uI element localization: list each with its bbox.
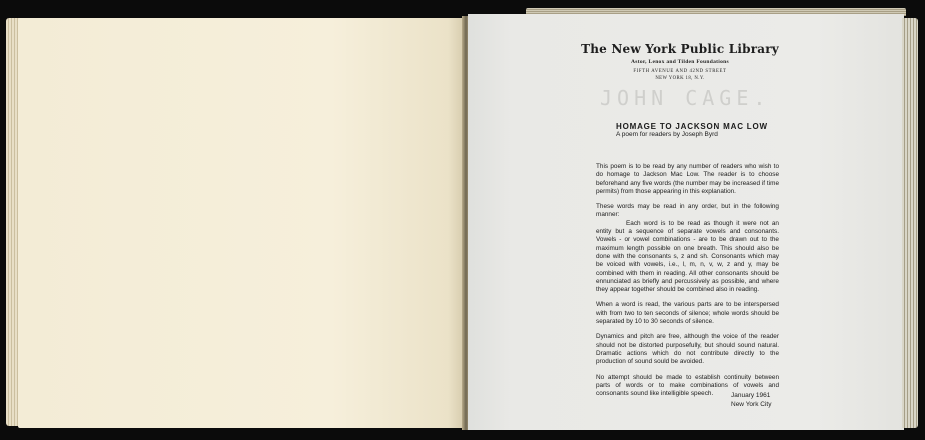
paragraph: This poem is to be read by any number of readers who wish to do homage to Jackson Mac Low. The reader is to choose beforehand any five words (the number may be increased if time permits) from those appearing in this explanation.: [596, 163, 779, 195]
paragraph: No attempt should be made to establish continuity between parts of words or to make combinations of vowels and consonants sound like intelligible speech.: [596, 373, 779, 398]
left-blank-page: [18, 18, 466, 428]
date: January 1961: [731, 392, 771, 399]
letterhead-city: NEW YORK 18, N.Y.: [655, 76, 705, 81]
right-page-edges: [902, 18, 918, 428]
place: New York City: [731, 400, 772, 408]
paragraph: Each word is to be read as though it were not an entity but a sequence of separate vowels and consonants. Vowels - or vowel combinations - are to be drawn out to the maximum length possible on one breath. This should also be done with the consonants s, z and sh. Consonants which may be voiced with vowels, i.e., l, m, n, v, w, z and y, may be combined with them in reading. All other consonants should be ennunciated as briefly and percussively as possible, and where they appear together should be combined also in reading.: [596, 219, 779, 294]
letterhead-address: FIFTH AVENUE AND 42ND STREET: [633, 69, 727, 74]
poem-subtitle: A poem for readers by Joseph Byrd: [616, 131, 718, 138]
library-letterhead: [462, 42, 898, 81]
instructions-body: [596, 163, 779, 405]
paragraph: These words may be read in any order, but in the following manner:: [596, 203, 779, 219]
letterhead-title: The New York Public Library: [581, 42, 779, 56]
paragraph: When a word is read, the various parts are to be interspersed with from two to ten seconds of silence; whole words should be separated by 10 to 30 seconds of silence.: [596, 301, 779, 326]
paragraph: Dynamics and pitch are free, although the voice of the reader should not be distorted purposefully, but should sound natural. Dramatic actions which do not contribute directly to the production of sound sould be avoided.: [596, 333, 779, 366]
date-block: [731, 392, 791, 409]
letterhead-foundations: Astor, Lenox and Tilden Foundations: [631, 59, 729, 65]
show-through-text: JOHN CAGE.: [600, 86, 771, 110]
poem-title: HOMAGE TO JACKSON MAC LOW: [616, 122, 768, 131]
